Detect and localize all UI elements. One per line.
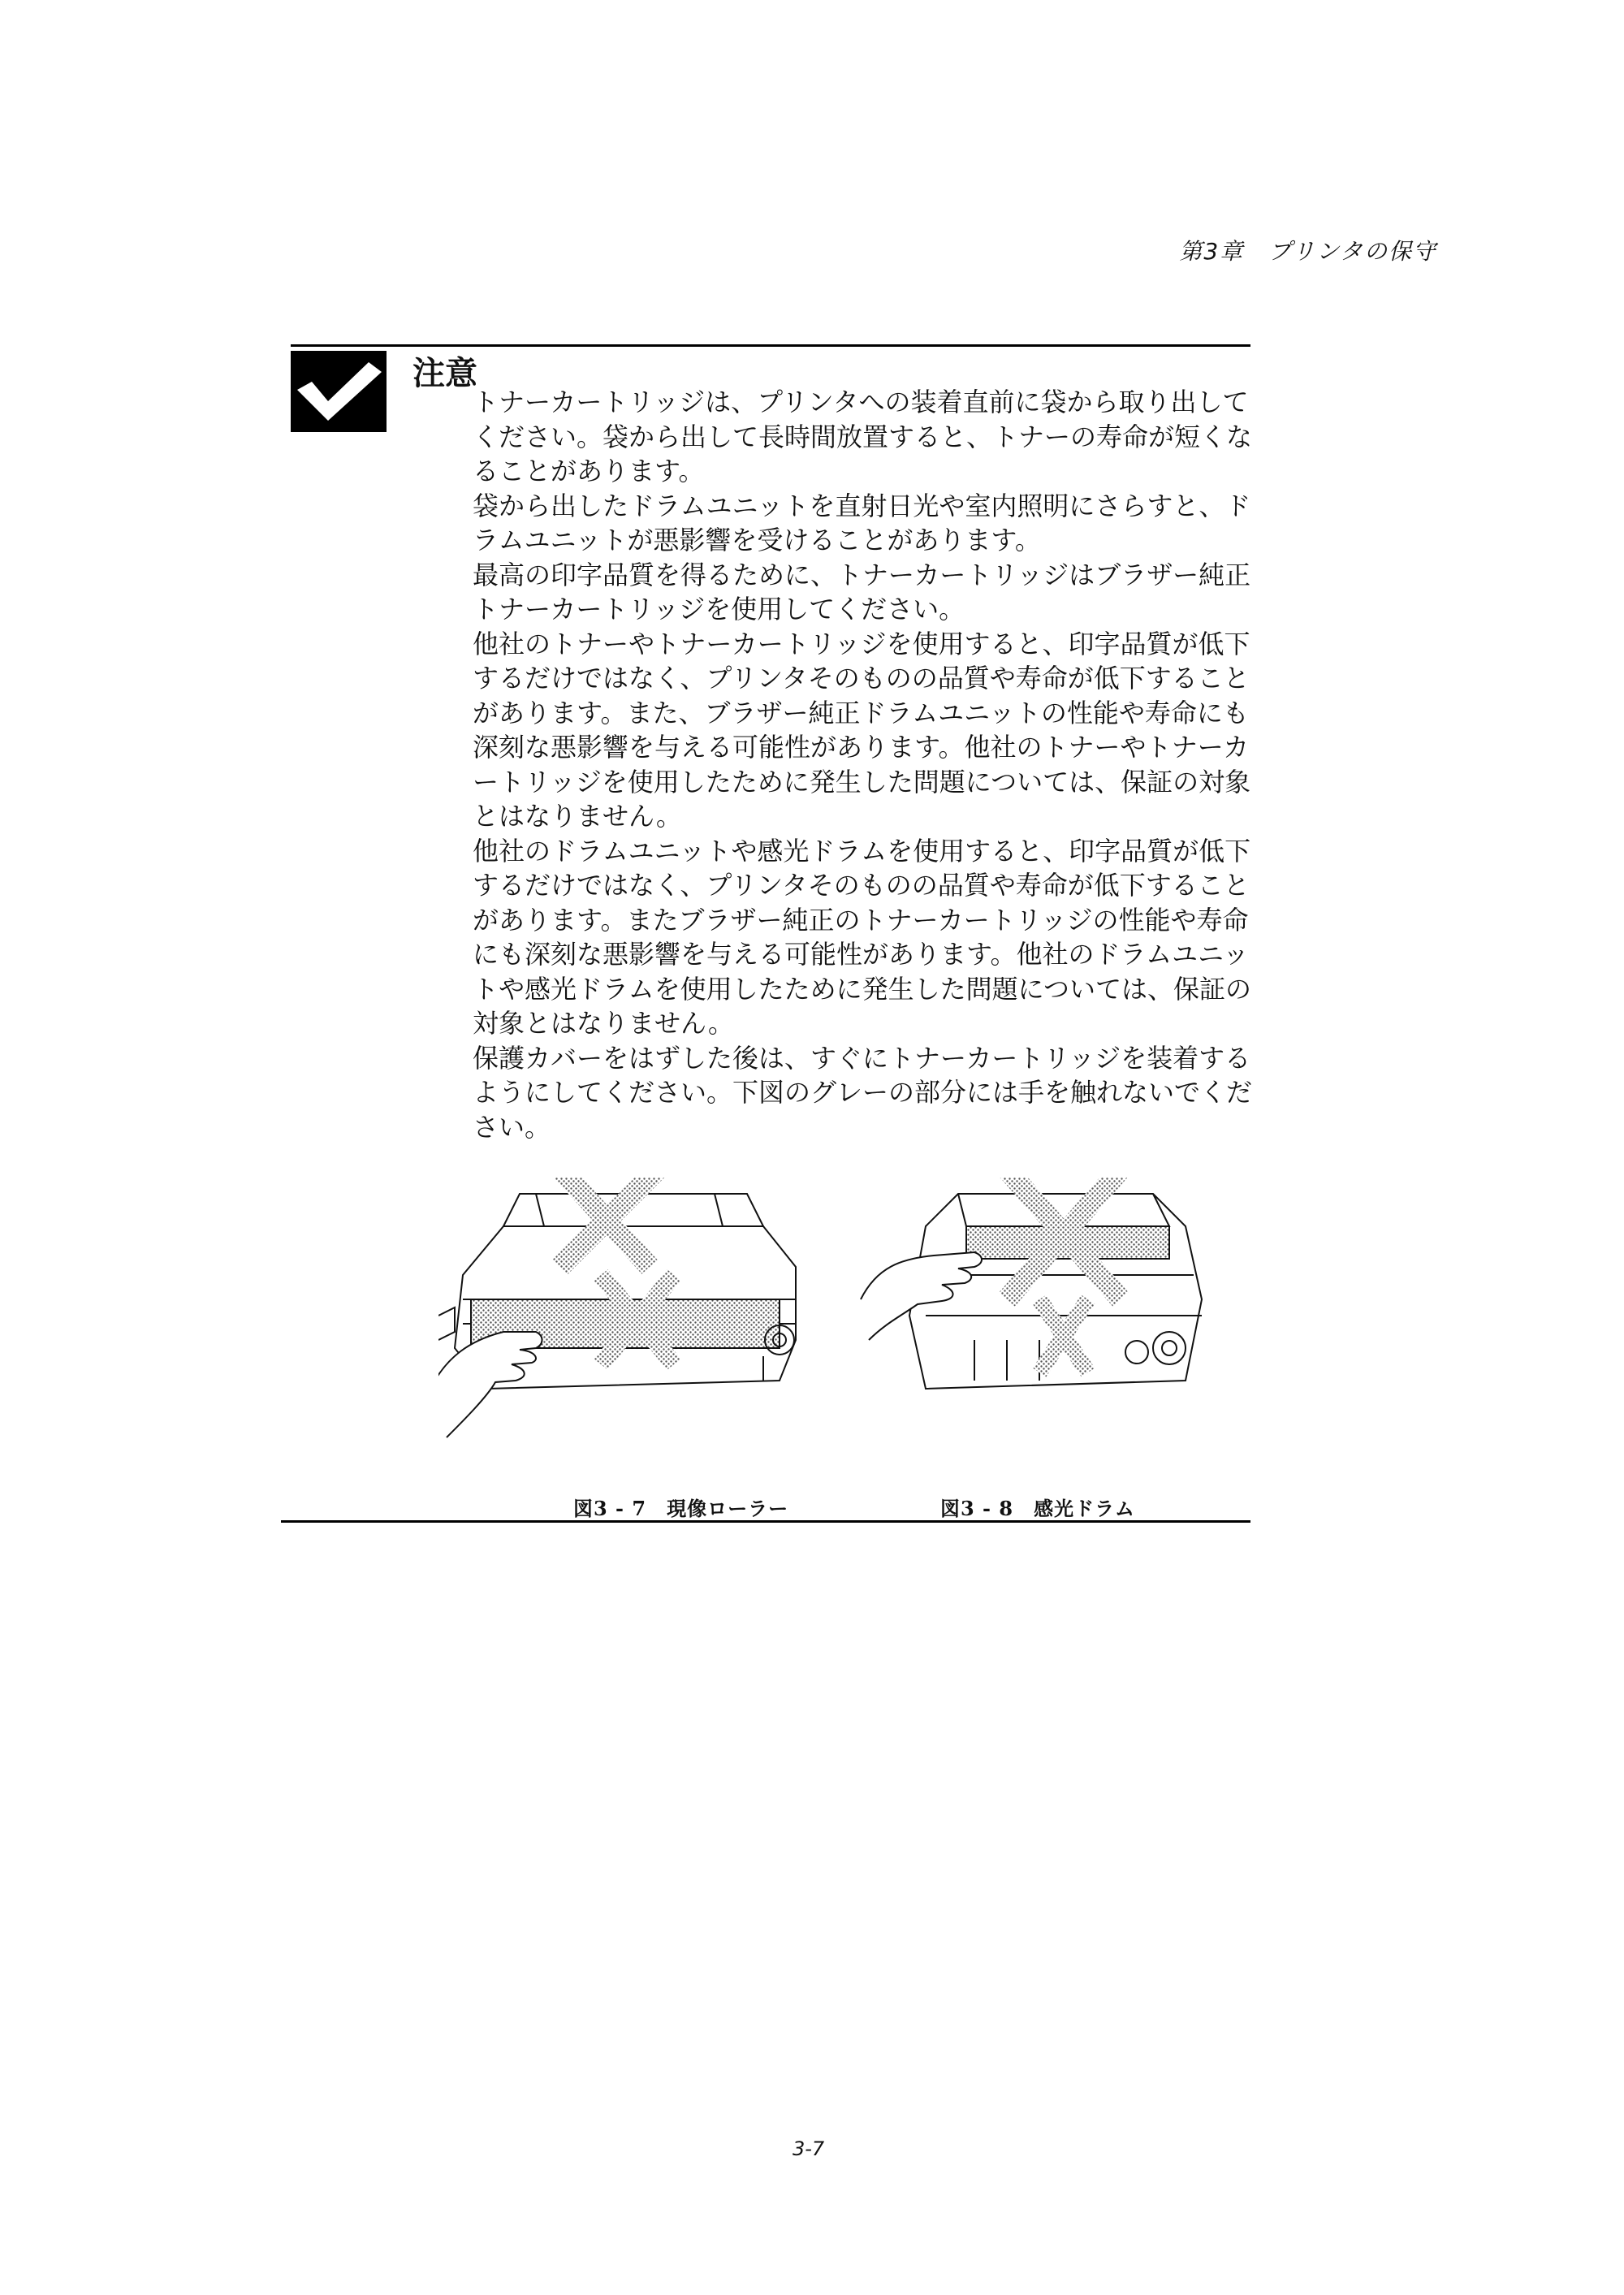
- chapter-header: 第3章 プリンタの保守: [1179, 238, 1437, 265]
- note-item: [412, 834, 1257, 1041]
- note-title: 注意: [412, 355, 477, 392]
- drum-unit-illustration: [861, 1178, 1202, 1389]
- checkmark-icon: [291, 351, 387, 432]
- figure-caption: 図3 - 7 現像ローラー: [573, 1497, 789, 1520]
- note-item: [412, 558, 1257, 627]
- note-list: [412, 385, 1257, 1144]
- figure-illustrations: [438, 1178, 1218, 1454]
- note-top-rule: [291, 344, 1250, 347]
- note-item-text: トナーカートリッジは、プリンタへの装着直前に袋から取り出してください。袋から出して長時間放置すると、トナーの寿命が短くなることがあります。: [473, 387, 1253, 486]
- note-item: [412, 489, 1257, 558]
- note-item-text: 最高の印字品質を得るために、トナーカートリッジはブラザー純正トナーカートリッジを使用してください。: [473, 559, 1251, 625]
- note-item-text: 他社のドラムユニットや感光ドラムを使用すると、印字品質が低下するだけではなく、プリンタそのものの品質や寿命が低下することがあります。またブラザー純正のトナーカートリッジの性能や寿命にも深刻な悪影響を与える可能性があります。他社のドラムユニットや感光ドラムを使用したために発生した問題については、保証の対象とはなりません。: [473, 835, 1252, 1039]
- note-item: [412, 627, 1257, 834]
- note-item: [412, 385, 1257, 489]
- note-item: [412, 1041, 1257, 1145]
- toner-cartridge-illustration: [438, 1178, 796, 1437]
- note-item-text: 他社のトナーやトナーカートリッジを使用すると、印字品質が低下するだけではなく、プリンタそのものの品質や寿命が低下することがあります。また、ブラザー純正ドラムユニットの性能や寿命にも深刻な悪影響を与える可能性があります。他社のトナーやトナーカートリッジを使用したために発生した問題については、保証の対象とはなりません。: [473, 628, 1251, 832]
- note-item-text: 袋から出したドラムユニットを直射日光や室内照明にさらすと、ドラムユニットが悪影響を受けることがあります。: [473, 490, 1251, 555]
- figure-caption: 図3 - 8 感光ドラム: [940, 1497, 1135, 1520]
- note-bottom-rule: [281, 1520, 1250, 1523]
- page-number: 3-7: [793, 2137, 825, 2160]
- note-item-text: 保護カバーをはずした後は、すぐにトナーカートリッジを装着するようにしてください。下図のグレーの部分には手を触れないでください。: [473, 1042, 1253, 1143]
